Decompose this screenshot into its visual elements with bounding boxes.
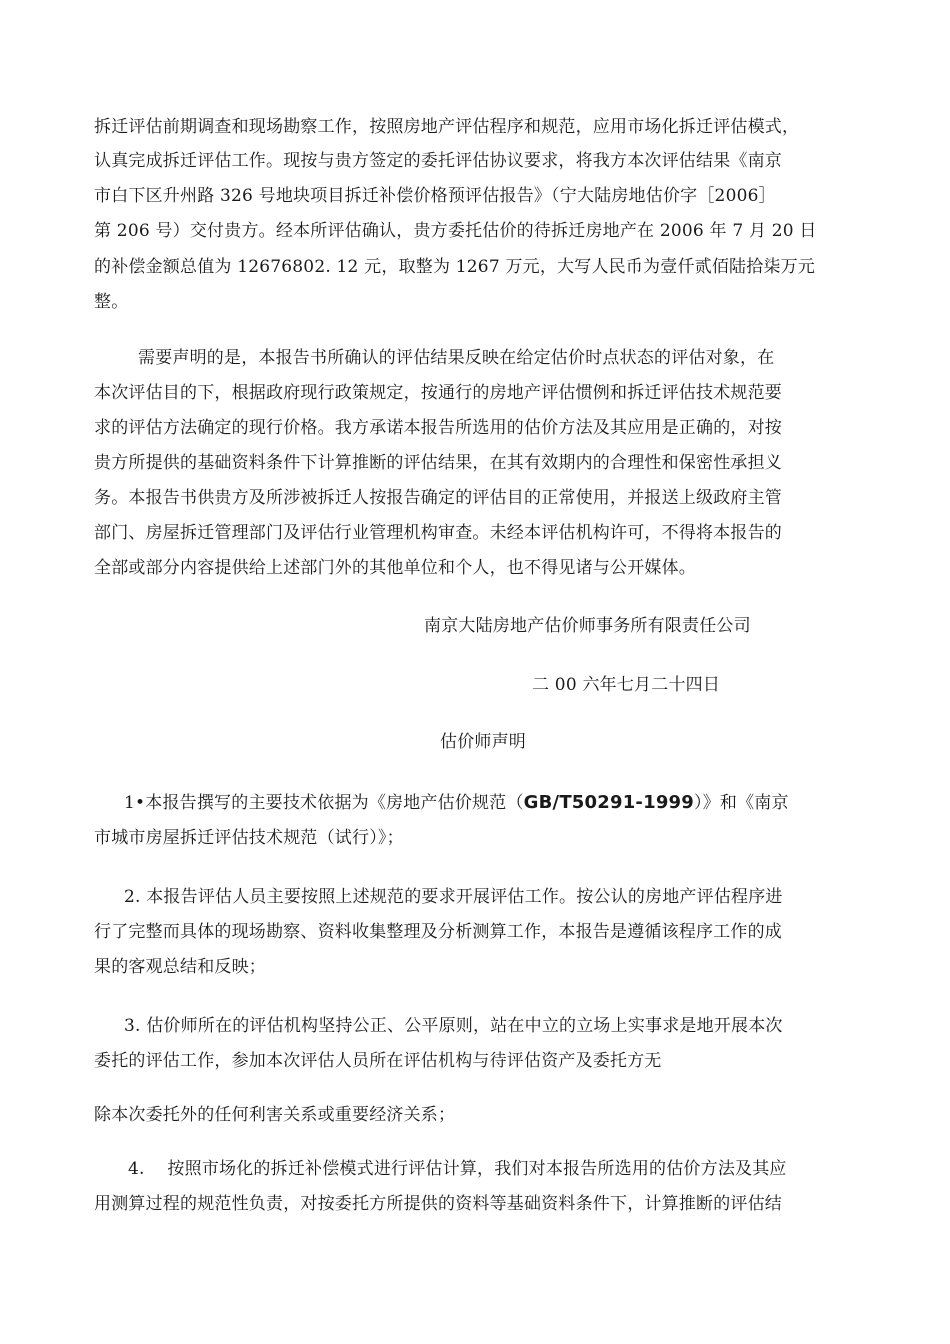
paragraph-line: 第 206 号）交付贵方。经本所评估确认，贵方委托估价的待拆迁房地产在 2006 年 7 月 20 日 — [94, 221, 817, 241]
item-4-line: 4. 按照市场化的拆迁补偿模式进行评估计算，我们对本报告所选用的估价方法及其应 — [128, 1159, 787, 1179]
paragraph-line: 部门、房屋拆迁管理部门及评估行业管理机构审查。未经本评估机构许可，不得将本报告的 — [94, 523, 782, 543]
paragraph-line: 的补偿金额总值为 12676802. 12 元，取整为 1267 万元，大写人民币为壹仟贰佰陆拾柒万元 — [94, 257, 816, 277]
statement-title: 估价师声明 — [440, 732, 526, 752]
item-3-continuation: 除本次委托外的任何利害关系或重要经济关系； — [94, 1105, 456, 1125]
item-3-line: 委托的评估工作，参加本次评估人员所在评估机构与待评估资产及委托方无 — [94, 1051, 662, 1071]
item-2-line: 2. 本报告评估人员主要按照上述规范的要求开展评估工作。按公认的房地产评估程序进 — [124, 887, 783, 907]
item-2-line: 行了完整而具体的现场勘察、资料收集整理及分析测算工作，本报告是遵循该程序工作的成 — [94, 922, 782, 942]
paragraph-line: 认真完成拆迁评估工作。现按与贵方签定的委托评估协议要求，将我方本次评估结果《南京 — [94, 151, 782, 171]
item-1-prefix: 1•本报告撰写的主要技术依据为《房地产估价规范（ — [124, 793, 524, 813]
item-2-line: 果的客观总结和反映； — [94, 957, 266, 977]
item-1-line: 市城市房屋拆迁评估技术规范（试行）》； — [94, 828, 404, 848]
paragraph-line: 本次评估目的下，根据政府现行政策规定，按通行的房地产评估惯例和拆迁评估技术规范要 — [94, 383, 782, 403]
paragraph-line: 需要声明的是，本报告书所确认的评估结果反映在给定估价时点状态的评估对象，在 — [138, 348, 775, 368]
paragraph-line: 贵方所提供的基础资料条件下计算推断的评估结果，在其有效期内的合理性和保密性承担义 — [94, 453, 782, 473]
item-4-line: 用测算过程的规范性负责，对按委托方所提供的资料等基础资料条件下，计算推断的评估结 — [94, 1194, 782, 1214]
paragraph-line: 务。本报告书供贵方及所涉被拆迁人按报告确定的评估目的正常使用，并报送上级政府主管 — [94, 488, 782, 508]
paragraph-line: 全部或部分内容提供给上述部门外的其他单位和个人，也不得见诸与公开媒体。 — [94, 558, 696, 578]
item-3-line: 3. 估价师所在的评估机构坚持公正、公平原则，站在中立的立场上实事求是地开展本次 — [124, 1016, 783, 1036]
signature-company: 南京大陆房地产估价师事务所有限责任公司 — [424, 616, 751, 636]
paragraph-line: 整。 — [94, 292, 129, 312]
paragraph-line: 市白下区升州路 326 号地块项目拆迁补偿价格预评估报告》（宁大陆房地估价字［2006］ — [94, 186, 776, 206]
item-1-suffix: ）》和《南京 — [694, 793, 789, 813]
signature-date: 二 00 六年七月二十四日 — [532, 675, 721, 695]
item-1-standard-code: GB/T50291-1999 — [523, 792, 694, 813]
item-1-line — [124, 792, 789, 814]
paragraph-line: 求的评估方法确定的现行价格。我方承诺本报告所选用的估价方法及其应用是正确的，对按 — [94, 418, 782, 438]
paragraph-line: 拆迁评估前期调查和现场勘察工作，按照房地产评估程序和规范，应用市场化拆迁评估模式， — [94, 117, 800, 137]
